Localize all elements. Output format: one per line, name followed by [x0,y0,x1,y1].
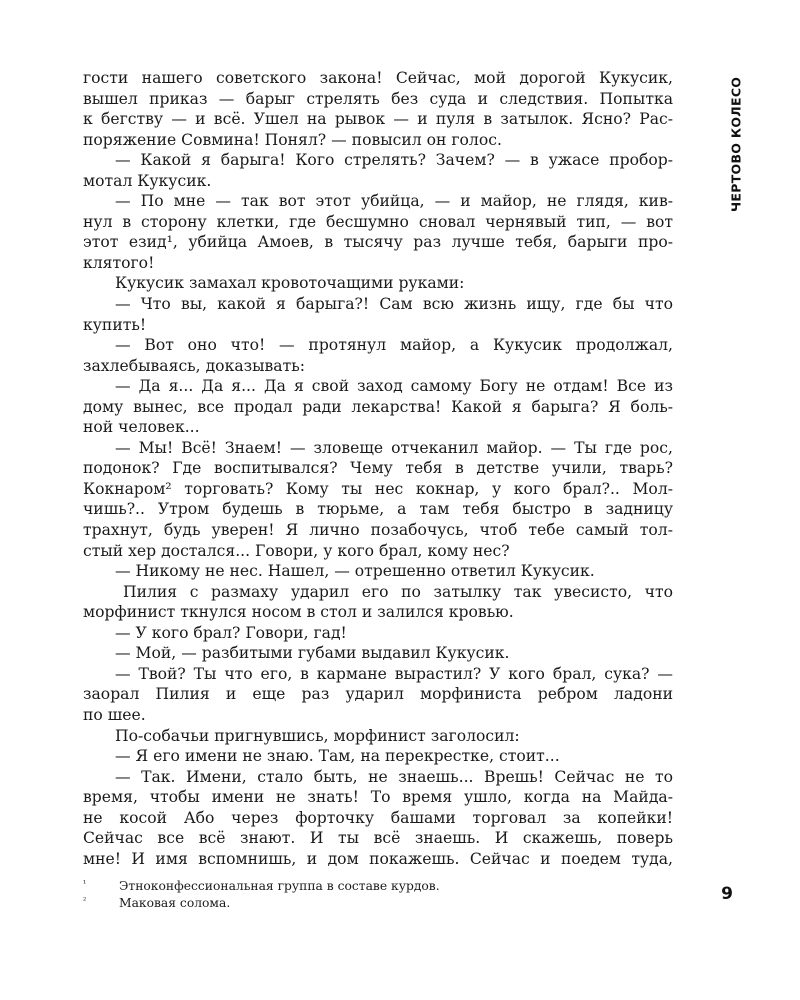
text-line: не косой Або через форточку башами торговал за копейки! [83,808,673,827]
text-line: — Вот оно что! — протянул майор, а Кукусик продолжал, [115,336,673,355]
text-line: мотал Кукусик. [83,171,212,190]
text-line: — Какой я барыга! Кого стрелять? Зачем? — в ужасе пробор- [115,151,673,170]
text-line: захлебываясь, доказывать: [83,356,305,375]
text-line: — По мне — так вот этот убийца, — и майор, не глядя, кив- [115,192,673,211]
text-line: трахнут, будь уверен! Я лично позабочусь, чтоб тебе самый тол- [83,521,673,540]
text-line: к бегству — и всё. Ушел на рывок — и пуля в затылок. Ясно? Рас- [83,110,673,129]
footnote-text: Маковая солома. [119,896,231,910]
footnote-mark: ¹ [83,879,87,888]
text-line: — Твой? Ты что его, в кармане вырастил? У кого брал, сука? — [115,664,673,683]
text-line: вышел приказ — барыг стрелять без суда и следствия. Попытка [83,89,673,108]
running-head: ЧЕРТОВО КОЛЕСО [728,76,744,212]
text-line: поряжение Совмина! Понял? — повысил он голос. [83,130,502,149]
text-line: Сейчас все всё знают. И ты всё знаешь. И скажешь, поверь [83,829,673,848]
text-line: — Да я... Да я... Да я свой заход самому Богу не отдам! Все из [115,377,673,396]
footnote-text: Этноконфессиональная группа в составе курдов. [119,879,440,893]
footnote-1 [83,878,643,895]
text-line: ной человек... [83,418,200,437]
text-line: — Мой, — разбитыми губами выдавил Кукусик. [115,644,510,663]
text-line: Пилия с размаху ударил его по затылку так увесисто, что [123,582,673,601]
text-line: нул в сторону клетки, где бесшумно сновал чернявый тип, — вот [83,212,673,231]
footnotes [83,878,643,912]
text-line: гости нашего советского закона! Сейчас, мой дорогой Кукусик, [83,69,673,87]
text-line: чишь?.. Утром будешь в тюрьме, а там тебя быстро в задницу [83,500,673,519]
text-line: клятого! [83,253,155,272]
text-line: — У кого брал? Говори, гад! [115,623,347,642]
text-line: Кукусик замахал кровоточащими руками: [115,274,465,293]
text-line: — Так. Имени, стало быть, не знаешь... Врешь! Сейчас не то [115,767,673,786]
footnote-2 [83,895,643,912]
text-line: стый хер достался... Говори, у кого брал, кому нес? [83,541,510,560]
footnote-mark: ² [83,896,87,905]
text-line: морфинист ткнулся носом в стол и залился кровью. [83,603,514,622]
page-number: 9 [721,884,733,904]
text-line: время, чтобы имени не знать! То время ушло, когда на Майда- [83,788,673,807]
text-line: По-собачьи пригнувшись, морфинист заголосил: [115,726,520,745]
text-line: дому вынес, все продал ради лекарства! Какой я барыга? Я боль- [83,397,673,416]
text-line: по шее. [83,705,146,724]
text-line: купить! [83,315,147,334]
text-line: — Что вы, какой я барыга?! Сам всю жизнь ищу, где бы что [115,295,673,314]
text-line: этот езид¹, убийца Амоев, в тысячу раз лучше тебя, барыги про- [83,233,673,252]
text-line: — Я его имени не знаю. Там, на перекрестке, стоит... [115,747,560,766]
main-text [83,68,673,869]
text-line: мне! И имя вспомнишь, и дом покажешь. Сейчас и поедем туда, [83,849,673,868]
text-line: заорал Пилия и еще раз ударил морфиниста ребром ладони [83,685,673,704]
text-line: подонок? Где воспитывался? Чему тебя в детстве учили, тварь? [83,459,673,478]
text-line: — Мы! Всё! Знаем! — зловеще отчеканил майор. — Ты где рос, [115,438,673,457]
text-line: Кокнаром² торговать? Кому ты нес кокнар, у кого брал?.. Мол- [83,479,673,498]
text-line: — Никому не нес. Нашел, — отрешенно ответил Кукусик. [115,562,595,581]
